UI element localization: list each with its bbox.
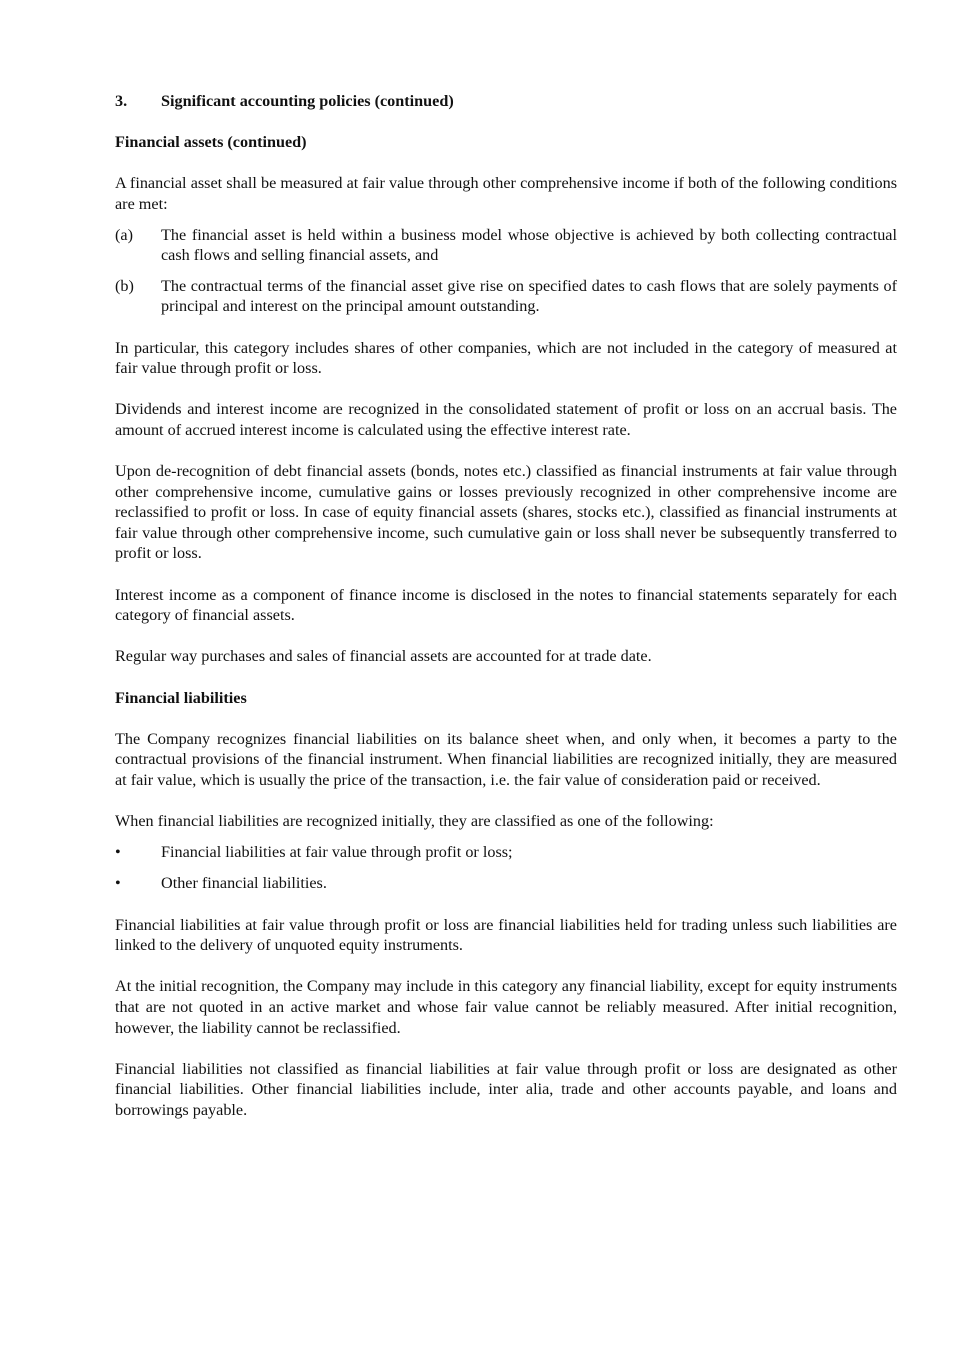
bullet-icon: •	[115, 874, 121, 893]
financial-liabilities-intro: The Company recognizes financial liabilities on its balance sheet when, and only when, it becomes a party to the contractual provisions of the financial instrument. When financial liabilities are recognized initially, they are measured at fair value, which is usually the price of the transaction, i.e. the fair value of consideration paid or received.	[115, 729, 897, 789]
paragraph: Interest income as a component of finance income is disclosed in the notes to financial statements separately for each category of financial assets.	[115, 585, 897, 625]
list-item	[115, 842, 897, 863]
section-title: Significant accounting policies (continued)	[161, 92, 454, 110]
financial-assets-intro: A financial asset shall be measured at fair value through other comprehensive income if both of the following conditions are met:	[115, 174, 897, 213]
condition-item	[115, 276, 897, 317]
paragraph: At the initial recognition, the Company may include in this category any financial liability, except for equity instruments that are not quoted in an active market and whose fair value cannot be reliably measured. After initial recognition, however, the liability cannot be reclassified.	[115, 977, 897, 1037]
condition-label: (a)	[115, 225, 133, 244]
financial-liabilities-heading: Financial liabilities	[115, 688, 247, 707]
section-number: 3.	[115, 92, 128, 110]
paragraph: Dividends and interest income are recognized in the consolidated statement of profit or loss on an accrual basis. The amount of accrued interest income is calculated using the effective interest rate.	[115, 400, 897, 439]
section-heading	[115, 91, 897, 112]
list-item-text: Other financial liabilities.	[161, 874, 327, 893]
paragraph: Upon de-recognition of debt financial assets (bonds, notes etc.) classified as financial instruments at fair value through other comprehensive income, cumulative gains or losses previously recognized in other comprehensive income are reclassified to profit or loss. In case of equity financial assets (shares, stocks etc.), classified as financial instruments at fair value through other comprehensive income, such cumulative gain or loss shall never be subsequently transferred to profit or loss.	[115, 462, 897, 563]
list-item	[115, 873, 897, 894]
condition-label: (b)	[115, 276, 134, 295]
list-item-text: Financial liabilities at fair value through profit or loss;	[161, 842, 513, 861]
paragraph: Regular way purchases and sales of financial assets are accounted for at trade date.	[115, 647, 652, 666]
condition-text: The financial asset is held within a business model whose objective is achieved by both collecting contractual cash flows and selling financial assets, and	[161, 225, 897, 265]
paragraph: Financial liabilities not classified as financial liabilities at fair value through profit or loss are designated as other financial liabilities. Other financial liabilities include, inter alia, trade and other accounts payable, and loans and borrowings payable.	[115, 1059, 897, 1119]
bullet-icon: •	[115, 842, 121, 861]
financial-assets-heading: Financial assets (continued)	[115, 133, 307, 152]
document-page	[115, 91, 897, 1141]
condition-text: The contractual terms of the financial asset give rise on specified dates to cash flows that are solely payments of principal and interest on the principal amount outstanding.	[161, 276, 897, 316]
paragraph: Financial liabilities at fair value through profit or loss are financial liabilities held for trading unless such liabilities are linked to the delivery of unquoted equity instruments.	[115, 915, 897, 955]
classification-intro: When financial liabilities are recognized initially, they are classified as one of the following:	[115, 812, 714, 831]
paragraph: In particular, this category includes shares of other companies, which are not included in the category of measured at fair value through profit or loss.	[115, 338, 897, 378]
condition-item	[115, 225, 897, 266]
